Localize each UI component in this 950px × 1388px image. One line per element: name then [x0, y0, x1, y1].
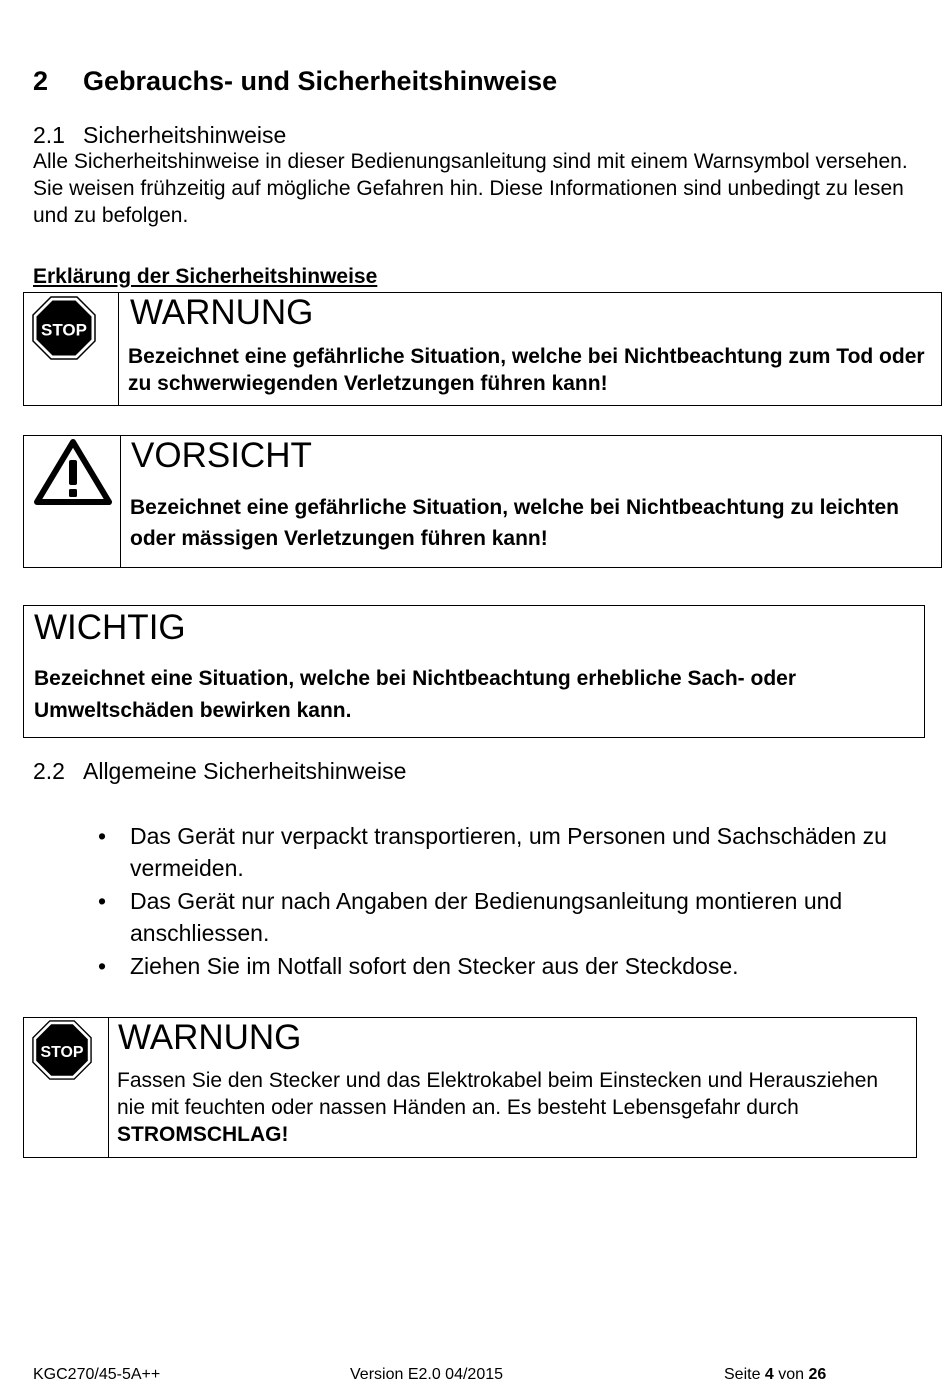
caution-title: VORSICHT — [131, 436, 312, 475]
warning-text — [117, 1067, 907, 1148]
warning-text: Bezeichnet eine gefährliche Situation, welche bei Nichtbeachtung zum Tod oder zu schwerwiegenden Verletzungen führen kann! — [128, 345, 925, 395]
footer-version: Version E2.0 04/2015 — [350, 1366, 504, 1383]
stop-sign-label: STOP — [41, 320, 87, 340]
subsection-title: Allgemeine Sicherheitshinweise — [83, 758, 407, 784]
warning-text-emphasis: STROMSCHLAG! — [117, 1123, 289, 1146]
section-title: Gebrauchs- und Sicherheitshinweise — [83, 66, 558, 96]
warning-text-main: Fassen Sie den Stecker und das Elektrokabel beim Einstecken und Herausziehen nie mit feuchten oder nassen Händen an. Es besteht Lebensgefahr durch — [117, 1069, 879, 1119]
list-item-text: Das Gerät nur verpackt transportieren, um Personen und Sachschäden zu vermeiden. — [130, 823, 887, 881]
footer-model: KGC270/45-5A++ — [33, 1366, 161, 1383]
stop-sign-label: STOP — [40, 1044, 84, 1062]
stop-sign-icon — [32, 296, 96, 360]
bullet-icon: • — [98, 888, 107, 914]
intro-paragraph: Alle Sicherheitshinweise in dieser Bedienungsanleitung sind mit einem Warnsymbol versehen. Sie weisen frühzeitig auf mögliche Gefahren hin. Diese Informationen sind unbedingt zu lesen und zu befolgen. — [33, 150, 908, 227]
important-title: WICHTIG — [34, 608, 186, 647]
subsection-number: 2.2 — [33, 758, 65, 784]
important-text: Bezeichnet eine Situation, welche bei Nichtbeachtung erhebliche Sach- oder Umweltschäden bewirken kann. — [34, 667, 796, 722]
caution-notice-box — [23, 435, 942, 568]
electric-shock-warning-box — [23, 1017, 917, 1158]
bullet-icon: • — [98, 953, 107, 979]
warning-triangle-icon — [34, 438, 112, 506]
icon-cell — [24, 293, 119, 405]
list-item — [98, 885, 898, 949]
warning-title: WARNUNG — [118, 1018, 302, 1057]
footer-page-middle: von — [773, 1366, 809, 1383]
explanation-heading: Erklärung der Sicherheitshinweise — [33, 265, 378, 288]
warning-title: WARNUNG — [130, 293, 314, 332]
warning-notice-box — [23, 292, 942, 406]
important-notice-box — [23, 605, 925, 738]
section-heading — [33, 66, 557, 97]
safety-bullet-list — [98, 820, 898, 983]
section-number: 2 — [33, 66, 49, 96]
footer-page-current: 4 — [764, 1366, 774, 1383]
footer-page-number — [724, 1366, 826, 1384]
stop-sign-icon — [32, 1020, 92, 1080]
bullet-icon: • — [98, 823, 107, 849]
caution-text: Bezeichnet eine gefährliche Situation, welche bei Nichtbeachtung zu leichten oder mässigen Verletzungen führen kann! — [130, 496, 899, 550]
subsection-title: Sicherheitshinweise — [83, 122, 287, 148]
subsection-number: 2.1 — [33, 122, 65, 148]
footer-page-prefix: Seite — [724, 1366, 765, 1383]
list-item-text: Ziehen Sie im Notfall sofort den Stecker aus der Steckdose. — [130, 953, 739, 979]
icon-cell — [24, 1018, 109, 1157]
subsection-heading-2-2 — [33, 758, 406, 785]
footer-page-total: 26 — [808, 1366, 827, 1383]
list-item — [98, 950, 898, 982]
subsection-heading-2-1 — [33, 122, 286, 149]
list-item-text: Das Gerät nur nach Angaben der Bedienungsanleitung montieren und anschliessen. — [130, 888, 843, 946]
list-item — [98, 820, 898, 884]
icon-cell — [24, 436, 121, 567]
